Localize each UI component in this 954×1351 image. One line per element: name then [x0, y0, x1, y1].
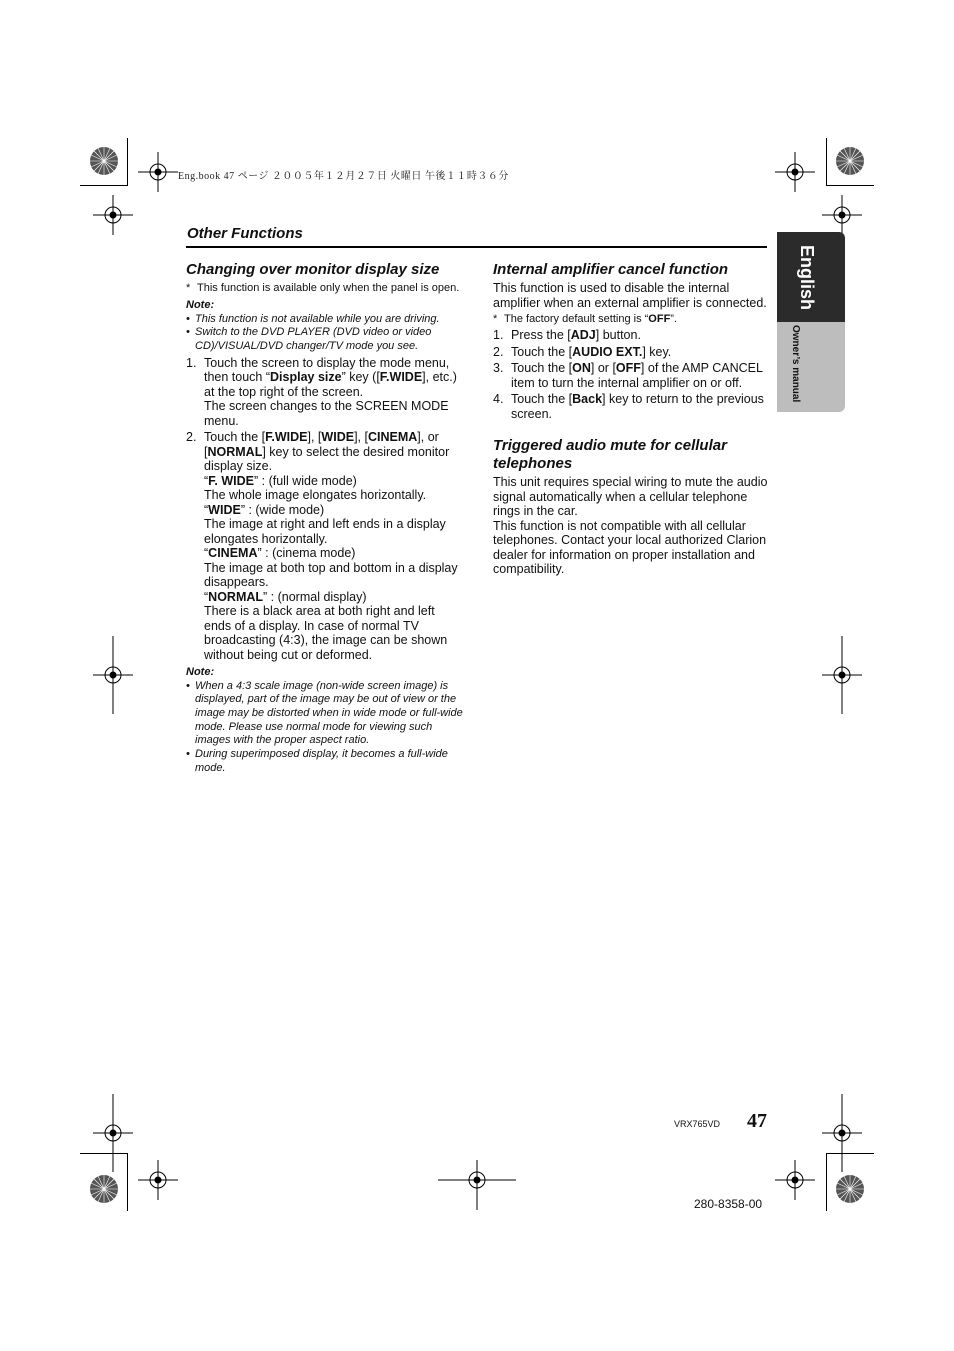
crosshair-mark-icon — [822, 195, 862, 235]
crosshair-mark-icon — [775, 1160, 815, 1200]
amp-default-note: * The factory default setting is “OFF”. — [493, 313, 678, 325]
step-2: 2. Touch the [F.WIDE], [WIDE], [CINEMA], or [NORMAL] key to select the desired monitor display size. “F. WIDE” : (full wide mode) The whole image elongates horizontally. “WIDE” : (wide mode) The image at right and left ends in a display elongates horizontally. “CINEMA” : (cinema mode) The image at both top and bottom in a display disappears. “NORMAL” : (normal display) There is a black area at both right and left ends of a display. In case of normal TV broadcasting (4:3), the image can be shown without being cut or deformed. — [186, 430, 464, 662]
amp-step-4: 4. Touch the [Back] key to return to the previous screen. — [493, 392, 764, 421]
section-divider — [186, 246, 767, 248]
crosshair-mark-icon — [93, 195, 133, 235]
note-item: • This function is not available while you are driving. — [186, 312, 440, 325]
amp-step-3: 3. Touch the [ON] or [OFF] of the AMP CANCEL item to turn the internal amplifier on or off. — [493, 361, 763, 390]
audio-mute-paragraph: This unit requires special wiring to mute the audio signal automatically when a cellular telephone rings in the car. — [493, 475, 768, 518]
note-item: • When a 4:3 scale image (non-wide screen image) is displayed, part of the image may be out of view or the image may be distorted when in wide mode or full-wide mode. Please use normal mode for viewing such images with the proper aspect ratio. — [186, 679, 463, 747]
availability-note: * This function is available only when the panel is open. — [186, 282, 460, 294]
starburst-target-icon — [89, 146, 119, 176]
note-item: • During superimposed display, it becomes a full-wide mode. — [186, 748, 448, 774]
amp-intro: This function is used to disable the internal amplifier when an external amplifier is connected. — [493, 281, 767, 310]
note-label: Note: — [186, 666, 215, 679]
crosshair-mark-icon — [93, 1094, 133, 1172]
crosshair-mark-icon — [93, 636, 133, 714]
mode-wide: “WIDE” : (wide mode) — [204, 502, 325, 517]
manual-tab-label: Owner’s manual — [790, 325, 801, 403]
note-label: Note: — [186, 299, 215, 311]
language-tab-label: English — [797, 245, 817, 311]
audio-mute-paragraph: This function is not compatible with all cellular telephones. Contact your local authorized Clarion dealer for information on proper installation and compatibility. — [493, 518, 767, 576]
file-header: Eng.book 47 ページ ２００５年１２月２７日 火曜日 午後１１時３６分 — [178, 171, 509, 182]
mode-cinema: “CINEMA” : (cinema mode) — [204, 546, 356, 561]
section-title: Other Functions — [187, 225, 303, 242]
right-column — [493, 261, 769, 577]
starburst-target-icon — [835, 146, 865, 176]
crosshair-mark-icon — [138, 1160, 178, 1200]
display-size-heading: Changing over monitor display size — [186, 261, 440, 278]
audio-mute-heading: Triggered audio mute for cellular telephones — [493, 437, 727, 472]
crosshair-mark-icon — [822, 1094, 862, 1172]
crosshair-mark-icon — [438, 1160, 516, 1210]
crosshair-mark-icon — [138, 152, 178, 192]
mode-normal: “NORMAL” : (normal display) — [204, 589, 367, 604]
starburst-target-icon — [89, 1174, 119, 1204]
model-number: VRX765VD — [674, 1119, 721, 1129]
page-number: 47 — [747, 1110, 767, 1132]
amp-step-1: 1. Press the [ADJ] button. — [493, 328, 641, 342]
mode-fwide: “F. WIDE” : (full wide mode) — [204, 473, 357, 488]
starburst-target-icon — [835, 1174, 865, 1204]
crosshair-mark-icon — [822, 636, 862, 714]
left-column — [186, 261, 464, 776]
crosshair-mark-icon — [775, 152, 815, 192]
document-code: 280-8358-00 — [694, 1197, 763, 1211]
amp-step-2: 2. Touch the [AUDIO EXT.] key. — [493, 344, 672, 359]
amp-cancel-heading: Internal amplifier cancel function — [493, 261, 729, 278]
step-1: 1. Touch the screen to display the mode menu, then touch “Display size” key ([F.WIDE], etc.) at the top right of the screen. The screen changes to the SCREEN MODE menu. — [186, 355, 457, 428]
note-item: • Switch to the DVD PLAYER (DVD video or video CD)/VISUAL/DVD changer/TV mode you see. — [186, 326, 432, 352]
